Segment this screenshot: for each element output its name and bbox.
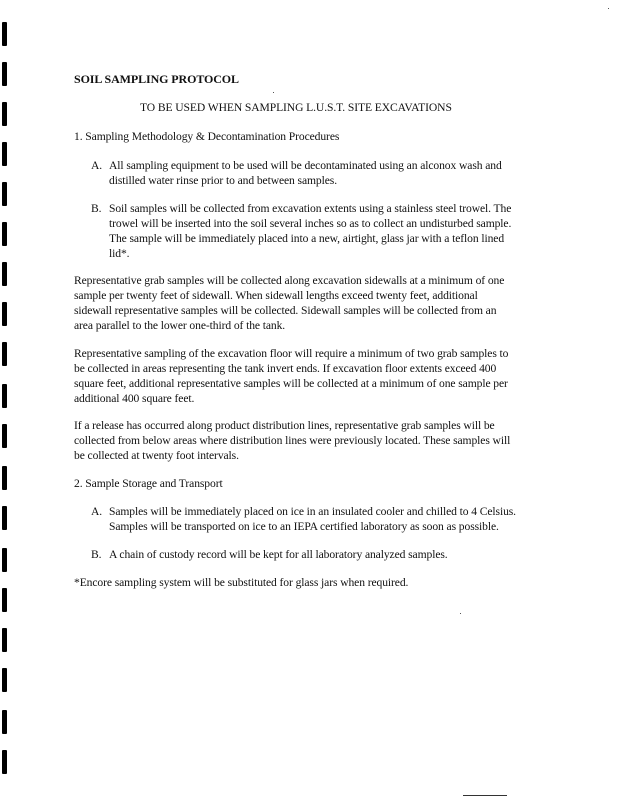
binding-mark: [2, 342, 7, 366]
section-2-heading: 2. Sample Storage and Transport: [74, 477, 223, 490]
paragraph-line: sidewall representative samples will be collected. Sidewall samples will be collected from an: [74, 304, 497, 317]
binding-mark: [2, 222, 7, 246]
list-item-line: A chain of custody record will be kept for all laboratory analyzed samples.: [109, 548, 448, 561]
scan-speck: [608, 8, 609, 9]
paragraph-line: Representative sampling of the excavation floor will require a minimum of two grab samples to: [74, 347, 509, 360]
binding-mark: [2, 102, 7, 126]
document-title: SOIL SAMPLING PROTOCOL: [74, 72, 239, 86]
binding-mark: [2, 506, 7, 530]
binding-mark: [2, 588, 7, 612]
section-1-heading: 1. Sampling Methodology & Decontamination Procedures: [74, 130, 340, 143]
list-item-line: Samples will be transported on ice to an IEPA certified laboratory as soon as possible.: [109, 520, 499, 533]
scan-speck: [273, 92, 274, 93]
list-marker: B.: [91, 548, 102, 561]
paragraph-line: square feet, additional representative samples will be collected at a minimum of one sample per: [74, 377, 508, 390]
paragraph-line: additional 400 square feet.: [74, 392, 195, 405]
paragraph-line: Representative grab samples will be collected along excavation sidewalls at a minimum of one: [74, 274, 505, 287]
list-item-line: Samples will be immediately placed on ice in an insulated cooler and chilled to 4 Celsius.: [109, 505, 516, 518]
list-item-line: lid*.: [109, 247, 130, 260]
paragraph-line: be collected at twenty foot intervals.: [74, 449, 239, 462]
paragraph-line: If a release has occurred along product distribution lines, representative grab samples will be: [74, 419, 495, 432]
paragraph-line: collected from below areas where distribution lines were previously located. These samples will: [74, 434, 511, 447]
binding-mark: [2, 262, 7, 286]
binding-mark: [2, 384, 7, 408]
signature-line: [463, 795, 507, 796]
binding-mark: [2, 22, 7, 46]
paragraph-line: sample per twenty feet of sidewall. When sidewall lengths exceed twenty feet, additional: [74, 289, 478, 302]
list-marker: A.: [91, 159, 103, 172]
scan-speck: [460, 613, 461, 614]
list-item-line: trowel will be inserted into the soil several inches so as to collect an undisturbed sample.: [109, 217, 512, 230]
list-item-line: The sample will be immediately placed into a new, airtight, glass jar with a teflon lined: [109, 232, 505, 245]
binding-mark: [2, 548, 7, 572]
list-item-line: All sampling equipment to be used will be decontaminated using an alconox wash and: [109, 159, 502, 172]
list-marker: B.: [91, 202, 102, 215]
list-item-line: Soil samples will be collected from excavation extents using a stainless steel trowel. The: [109, 202, 512, 215]
binding-mark: [2, 62, 7, 86]
binding-mark: [2, 424, 7, 448]
binding-mark: [2, 628, 7, 652]
document-subtitle: TO BE USED WHEN SAMPLING L.U.S.T. SITE EXCAVATIONS: [140, 101, 452, 114]
list-marker: A.: [91, 505, 103, 518]
footnote: *Encore sampling system will be substituted for glass jars when required.: [74, 576, 409, 589]
binding-mark: [2, 750, 7, 774]
binding-mark: [2, 182, 7, 206]
paragraph-line: be collected in areas representing the tank invert ends. If excavation floor extents exceed 400: [74, 362, 497, 375]
binding-mark: [2, 710, 7, 734]
paragraph-line: area parallel to the lower one-third of the tank.: [74, 319, 286, 332]
binding-mark: [2, 142, 7, 166]
binding-mark: [2, 302, 7, 326]
list-item-line: distilled water rinse prior to and between samples.: [109, 174, 337, 187]
binding-mark: [2, 668, 7, 692]
binding-mark: [2, 466, 7, 490]
